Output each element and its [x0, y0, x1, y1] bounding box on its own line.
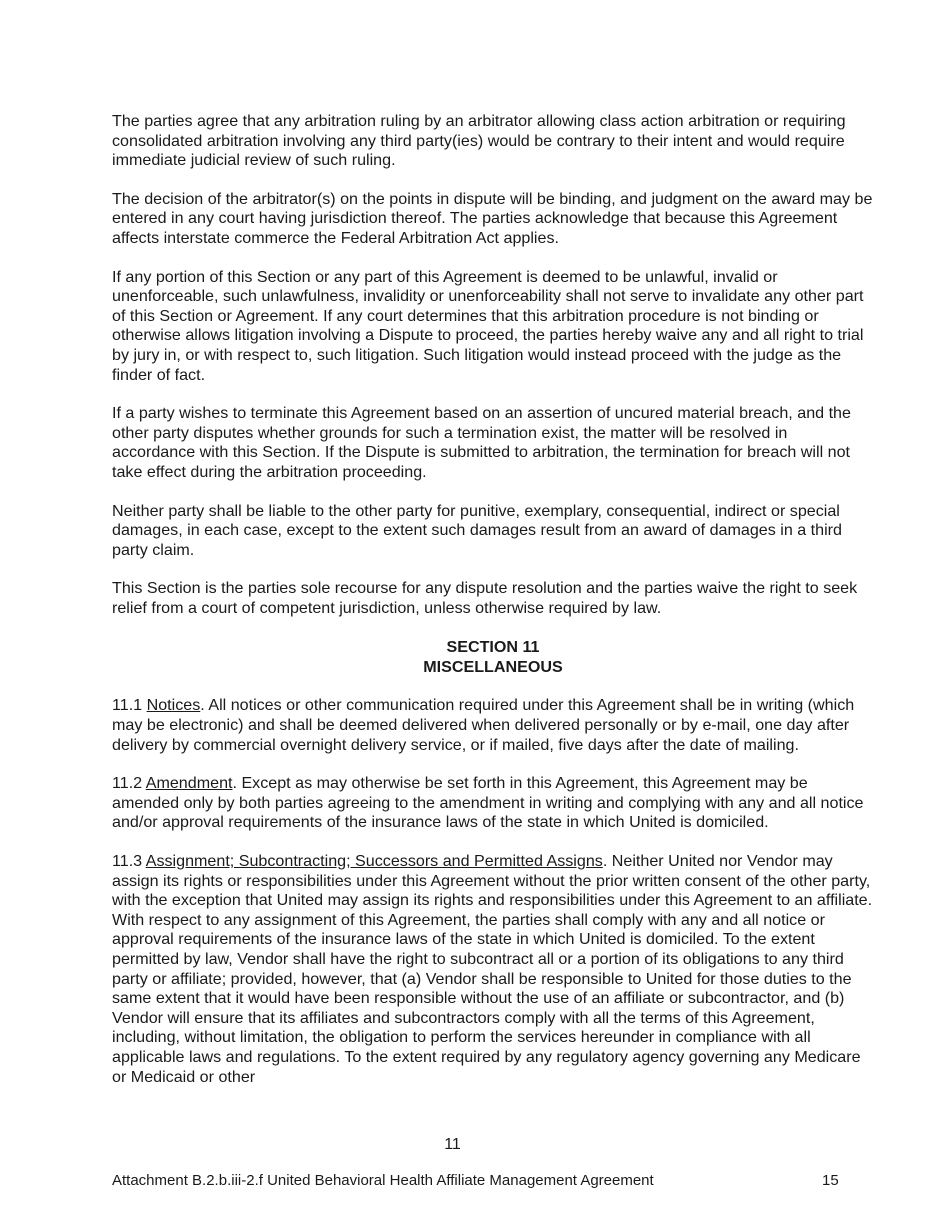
section-title: MISCELLANEOUS [423, 658, 563, 677]
clause-number: 11.3 [112, 852, 146, 871]
paragraph-arbitrator-decision: The decision of the arbitrator(s) on the points in dispute will be binding, and judgment on the award may be entered in any court having jurisdiction thereof. The parties acknowledge that because this Agreement affects interstate commerce the Federal Arbitration Act applies. [112, 189, 873, 247]
clause-heading: Notices [146, 696, 201, 715]
paragraph-severability: If any portion of this Section or any part of this Agreement is deemed to be unlawful, invalid or unenforceable, such unlawfulness, invalidity or unenforceability shall not serve to invalidate any other part of this Section or Agreement. If any court determines that this arbitration procedure is not binding or otherwise allows litigation involving a Dispute to proceed, the parties hereby waive any and all right to trial by jury in, or with respect to, such litigation. Such litigation would instead proceed with the judge as the finder of fact. [112, 267, 864, 384]
section-number: SECTION 11 [446, 638, 540, 657]
paragraph-sole-recourse: This Section is the parties sole recourse for any dispute resolution and the parties waive the right to seek relief from a court of competent jurisdiction, unless otherwise required by law. [112, 579, 858, 617]
clause-assignment [112, 852, 874, 1087]
paragraph-damages-limitation: Neither party shall be liable to the other party for punitive, exemplary, consequential, indirect or special damages, in each case, except to the extent such damages result from an award of damages in a third party claim. [112, 501, 842, 559]
clause-text: . All notices or other communication required under this Agreement shall be in writing (which may be electronic) and shall be deemed delivered when delivered personally or by e-mail, one day after delivery by commercial overnight delivery service, or if mailed, five days after the date of mailing. [112, 696, 855, 754]
paragraph-termination-breach: If a party wishes to terminate this Agreement based on an assertion of uncured material breach, and the other party disputes whether grounds for such a termination exist, the matter will be resolved in accordance with this Section. If the Dispute is submitted to arbitration, the termination for breach will not take effect during the arbitration proceeding. [112, 404, 851, 481]
footer-title: Attachment B.2.b.iii-2.f United Behavioral Health Affiliate Management Agreement [112, 1172, 654, 1189]
footer-page-number: 15 [822, 1172, 839, 1189]
clause-heading: Assignment; Subcontracting; Successors and Permitted Assigns [145, 852, 603, 871]
clause-text: . Except as may otherwise be set forth in this Agreement, this Agreement may be amended only by both parties agreeing to the amendment in writing and complying with any and all notice and/or approval requirements of the insurance laws of the state in which United is domiciled. [112, 774, 864, 832]
clause-number: 11.2 [112, 774, 146, 793]
clause-amendment [112, 774, 874, 833]
clause-heading: Amendment [145, 774, 233, 793]
page-number: 11 [444, 1136, 461, 1153]
clause-number: 11.1 [112, 696, 147, 715]
clause-notices [112, 696, 874, 755]
document-body [112, 112, 874, 1106]
clause-text: . Neither United nor Vendor may assign its rights or responsibilities under this Agreement without the prior written consent of the other party, with the exception that United may assign its rights and responsibilities under this Agreement to an affiliate. With respect to any assignment of this Agreement, the parties shall comply with any and all notice or approval requirements of the insurance laws of the state in which United is domiciled. To the extent permitted by law, Vendor shall have the right to subcontract all or a portion of its obligations to any third party or affiliate; provided, however, that (a) Vendor shall be responsible to United for those duties to the same extent that it would have been responsible without the use of an affiliate or subcontractor, and (b) Vendor will ensure that its affiliates and subcontractors comply with all the terms of this Agreement, including, without limitation, the obligation to perform the services hereunder in compliance with all applicable laws and regulations. To the extent required by any regulatory agency governing any Medicare or Medicaid or other [112, 852, 873, 1086]
section-heading [112, 637, 874, 677]
paragraph-class-action: The parties agree that any arbitration ruling by an arbitrator allowing class action arbitration or requiring consolidated arbitration involving any third party(ies) would be contrary to their intent and would require immediate judicial review of such ruling. [112, 112, 846, 170]
